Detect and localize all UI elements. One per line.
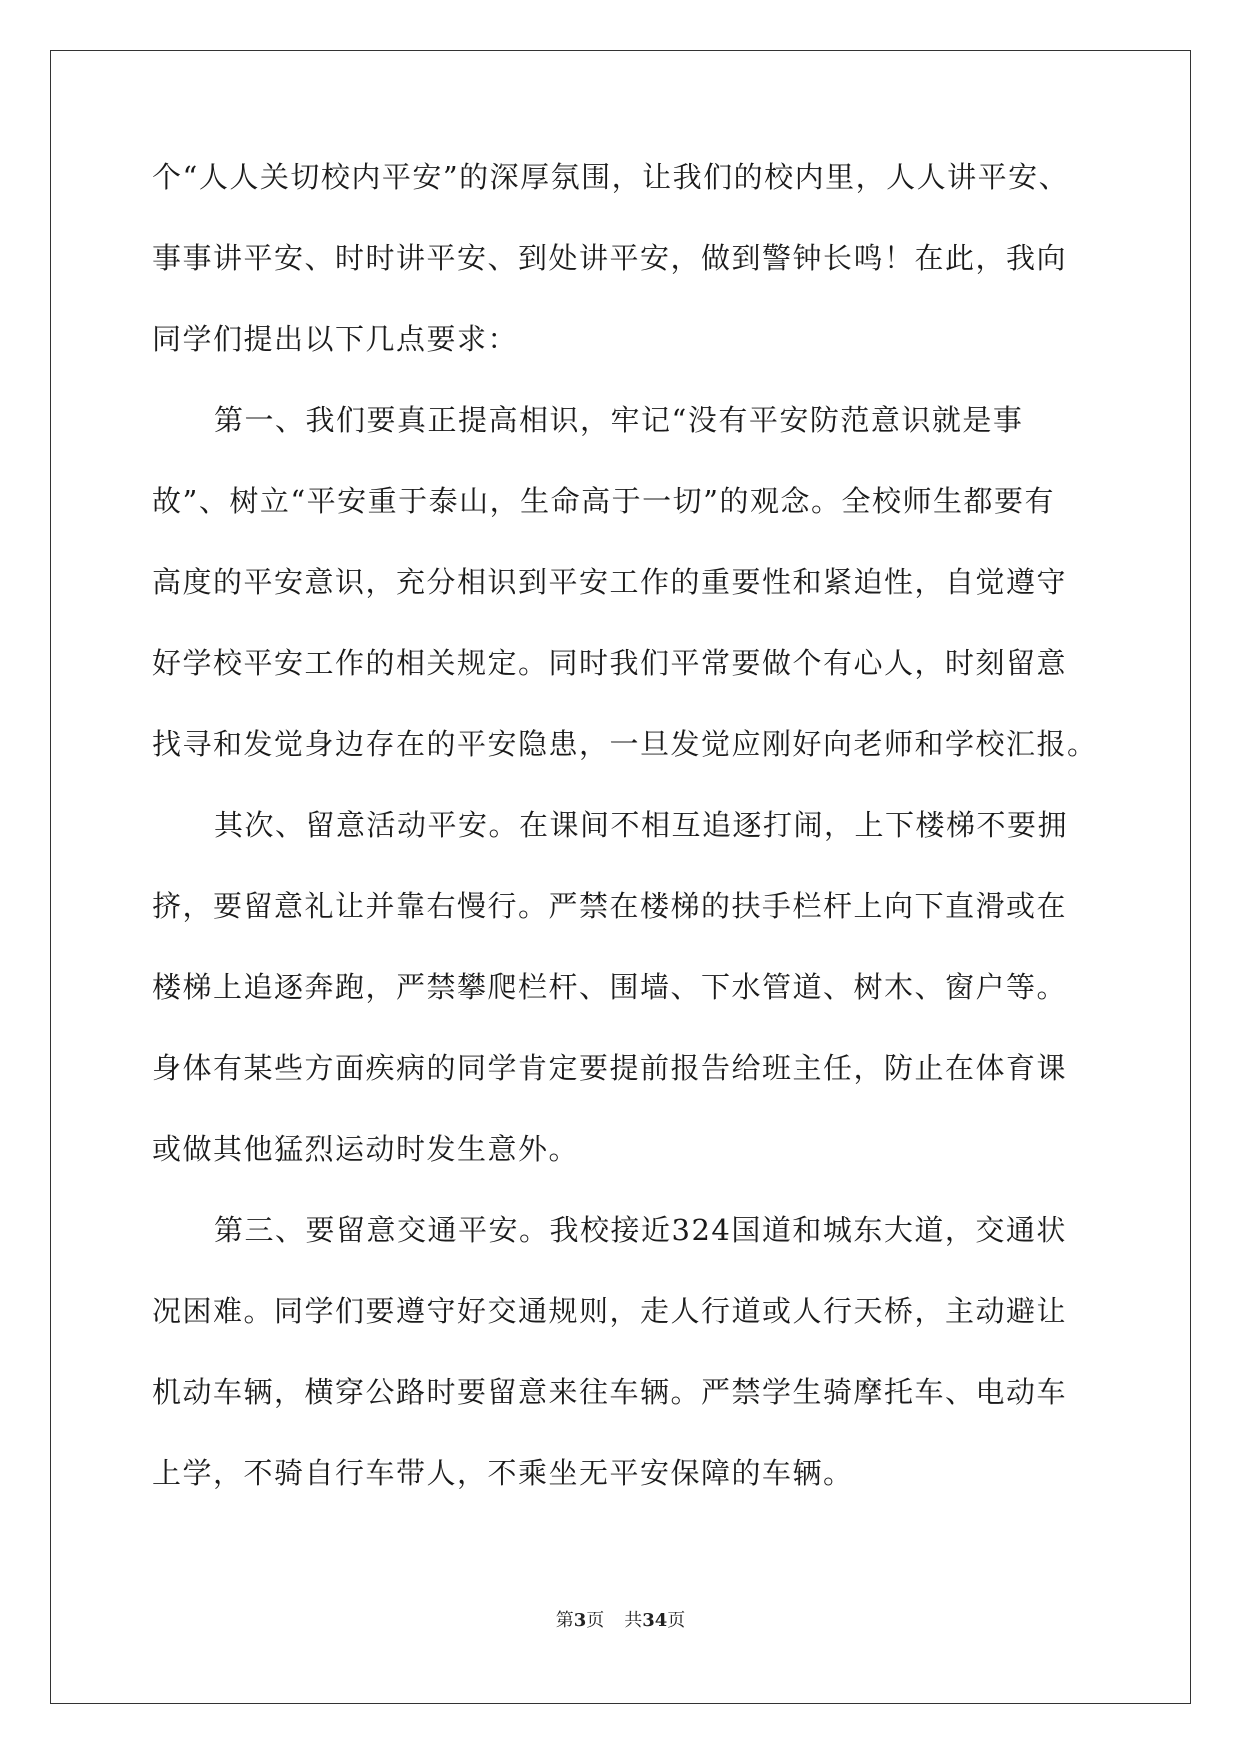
text-line: 同学们提出以下几点要求：: [152, 322, 519, 356]
text-line: 个“人人关切校内平安”的深厚氛围，让我们的校内里，人人讲平安、: [152, 160, 1070, 194]
paragraph-start-line: 第一、我们要真正提高相识，牢记“没有平安防范意识就是事: [214, 403, 1024, 437]
total-label: 页: [667, 1610, 686, 1631]
document-body: [152, 160, 1098, 1537]
text-line: 好学校平安工作的相关规定。同时我们平常要做个有心人，时刻留意: [152, 646, 1068, 680]
page-prefix: 第: [555, 1610, 574, 1631]
text-line: 事事讲平安、时时讲平安、到处讲平安，做到警钟长鸣！在此，我向: [152, 241, 1068, 275]
page-label: 页: [586, 1610, 605, 1631]
paragraph-start-line: 第三、要留意交通平安。我校接近324国道和城东大道，交通状: [214, 1213, 1067, 1247]
current-page-number: 3: [573, 1610, 587, 1631]
text-line: 楼梯上追逐奔跑，严禁攀爬栏杆、围墙、下水管道、树木、窗户等。: [152, 970, 1068, 1004]
total-page-count: 34: [642, 1610, 668, 1631]
text-line: 身体有某些方面疾病的同学肯定要提前报告给班主任，防止在体育课: [152, 1051, 1068, 1085]
text-line: 挤，要留意礼让并靠右慢行。严禁在楼梯的扶手栏杆上向下直滑或在: [152, 889, 1068, 923]
text-line: 故”、树立“平安重于泰山，生命高于一切”的观念。全校师生都要有: [152, 484, 1055, 518]
text-line: 机动车辆，横穿公路时要留意来往车辆。严禁学生骑摩托车、电动车: [152, 1375, 1068, 1409]
text-line: 上学，不骑自行车带人，不乘坐无平安保障的车辆。: [152, 1456, 854, 1490]
text-line: 或做其他猛烈运动时发生意外。: [152, 1132, 580, 1166]
text-line: 高度的平安意识，充分相识到平安工作的重要性和紧迫性，自觉遵守: [152, 565, 1068, 599]
paragraph-start-line: 其次、留意活动平安。在课间不相互追逐打闹，上下楼梯不要拥: [214, 808, 1069, 842]
page-footer: [0, 1610, 1241, 1632]
total-prefix: 共: [624, 1610, 643, 1631]
text-line: 找寻和发觉身边存在的平安隐患，一旦发觉应刚好向老师和学校汇报。: [152, 727, 1098, 761]
text-line: 况困难。同学们要遵守好交通规则，走人行道或人行天桥，主动避让: [152, 1294, 1068, 1328]
